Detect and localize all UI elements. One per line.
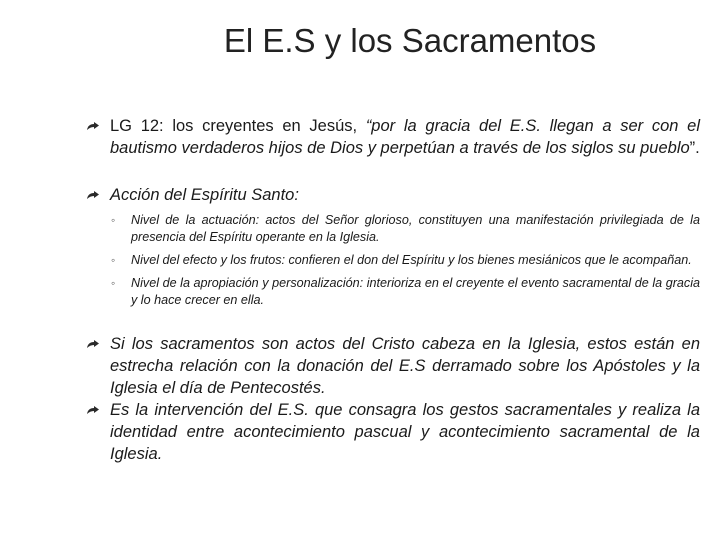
bullet-lg12: [86, 115, 700, 159]
bullet-lg12-quote: “por la gracia del E.S. llegan a ser con el bautismo verdaderos hijos de Dios y perpetúan a través de los siglos su pueblo: [110, 117, 700, 157]
sub-item-efecto: [110, 252, 700, 269]
bullet-lg12-prefix: LG 12: los creyentes en Jesús,: [110, 117, 366, 135]
curved-arrow-bullet-icon: [86, 406, 100, 416]
bullet-lg12-suffix: ”.: [689, 139, 700, 157]
curved-arrow-bullet-icon: [86, 191, 100, 201]
sub-item-apropiacion: [110, 275, 700, 309]
bullet-intervencion-text: Es la intervención del E.S. que consagra los gestos sacramentales y realiza la identidad entre acontecimiento pascual y acontecimiento sacramental de la Iglesia.: [110, 401, 700, 463]
sub-item-efecto-text: Nivel del efecto y los frutos: confieren el don del Espíritu y los bienes mesiánicos que le acompañan.: [131, 253, 692, 267]
bullet-sacramentos: [86, 333, 700, 399]
bullet-accion-text: Acción del Espíritu Santo:: [110, 186, 299, 204]
bullet-accion: [86, 184, 700, 206]
sub-item-actuacion: [110, 212, 700, 246]
curved-arrow-bullet-icon: [86, 122, 100, 132]
hollow-circle-bullet-icon: ◦: [111, 213, 116, 227]
bullet-intervencion: [86, 399, 700, 465]
sub-item-apropiacion-text: Nivel de la apropiación y personalización: interioriza en el creyente el evento sacramental de la gracia y lo hace crecer en ella.: [131, 276, 700, 307]
slide-title: El E.S y los Sacramentos: [223, 22, 597, 59]
slide-content: [86, 115, 700, 465]
sub-item-actuacion-text: Nivel de la actuación: actos del Señor glorioso, constituyen una manifestación privilegiada de la presencia del Espíritu operante en la Iglesia.: [131, 213, 700, 244]
hollow-circle-bullet-icon: ◦: [111, 276, 116, 290]
bullet-sacramentos-text: Si los sacramentos son actos del Cristo cabeza en la Iglesia, estos están en estrecha relación con la donación del E.S derramado sobre los Apóstoles y la Iglesia el día de Pentecostés.: [110, 335, 700, 397]
curved-arrow-bullet-icon: [86, 340, 100, 350]
sub-list: [110, 212, 700, 309]
hollow-circle-bullet-icon: ◦: [111, 253, 116, 267]
